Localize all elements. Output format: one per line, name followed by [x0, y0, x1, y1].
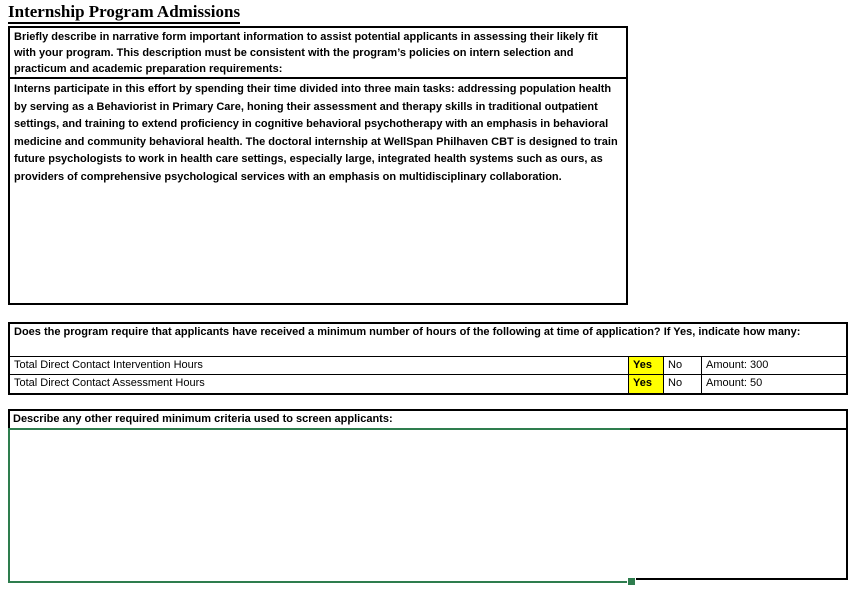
intervention-hours-no-cell[interactable]: No	[664, 357, 702, 374]
selection-fill-handle[interactable]	[627, 577, 636, 586]
assessment-hours-no-cell[interactable]: No	[664, 375, 702, 393]
table-row	[10, 357, 846, 375]
assessment-hours-amount-cell[interactable]: Amount: 50	[706, 377, 763, 389]
table-row	[10, 375, 846, 393]
assessment-hours-label: Total Direct Contact Assessment Hours	[14, 377, 205, 389]
minimum-hours-question-cell: Does the program require that applicants have received a minimum number of hours of the following at time of application? If Yes, indicate how many:	[10, 324, 846, 357]
criteria-response-cell-selected[interactable]	[8, 428, 632, 583]
minimum-hours-table	[8, 322, 848, 395]
narrative-prompt-cell: Briefly describe in narrative form important information to assist potential applicants in assessing their likely fit with your program. This description must be consistent with the program’s policies on intern selection and practicum and academic preparation requirements:	[10, 28, 626, 79]
criteria-header-cell: Describe any other required minimum criteria used to screen applicants:	[8, 409, 848, 428]
intervention-hours-yes-cell[interactable]: Yes	[628, 357, 664, 374]
narrative-section	[8, 26, 628, 305]
page-title: Internship Program Admissions	[8, 1, 240, 24]
intervention-hours-amount-cell[interactable]: Amount: 300	[706, 359, 769, 371]
criteria-adjacent-empty-cell[interactable]	[630, 428, 848, 580]
narrative-response-cell[interactable]: Interns participate in this effort by spending their time divided into three main tasks: addressing population health by serving as a Behaviorist in Primary Care, honing their assessment and therapy skills in traditional outpatient settings, and training to extend proficiency in cognitive behavioral psychotherapy with an emphasis in behavioral medicine and community behavioral health. The doctoral internship at WellSpan Philhaven CBT is designed to train future psychologists to work in health care settings, especially large, integrated health systems such as ours, as providers of comprehensive psychological services with an emphasis on multidisciplinary collaboration.	[14, 83, 618, 183]
assessment-hours-yes-cell[interactable]: Yes	[628, 375, 664, 393]
intervention-hours-label: Total Direct Contact Intervention Hours	[14, 359, 203, 371]
